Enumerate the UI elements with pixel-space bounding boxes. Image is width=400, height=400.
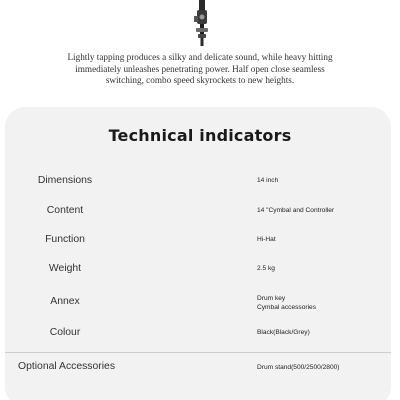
spec-label: Colour <box>49 327 81 338</box>
product-description: Lightly tapping produces a silky and delicate sound, while heavy hitting immediately unleashes penetrating power. Half open close seamless switching, combo speed skyrockets to new heights. <box>67 52 333 86</box>
spec-divider <box>5 352 391 353</box>
spec-value-line: Cymbal accessories <box>257 303 316 311</box>
spec-label: Function <box>45 234 85 245</box>
spec-value <box>257 329 310 338</box>
spec-card <box>5 107 391 400</box>
spec-value <box>257 265 275 274</box>
spec-value-line: 14 inch <box>257 177 279 184</box>
spec-label: Weight <box>48 263 82 274</box>
spec-value <box>257 177 278 186</box>
spec-value-line: Drum key <box>257 295 286 302</box>
spec-value-line: 2.5 kg <box>257 265 275 272</box>
spec-label: Annex <box>50 296 80 307</box>
spec-value-line: 14 "Cymbal and Controller <box>257 207 335 214</box>
spec-title: Technical indicators <box>108 126 292 145</box>
spec-value-line: Hi-Hat <box>257 236 276 243</box>
spec-value <box>257 236 276 245</box>
spec-value <box>257 207 334 216</box>
spec-label: Dimensions <box>37 175 93 186</box>
product-image <box>182 0 222 46</box>
optional-accessories-label: Optional Accessories <box>18 361 116 372</box>
optional-accessories-value: Drum stand(500/2500/2800) <box>257 364 340 371</box>
spec-value-line: Black(Black/Grey) <box>257 329 310 336</box>
spec-label: Content <box>46 205 84 216</box>
spec-value <box>257 295 316 312</box>
